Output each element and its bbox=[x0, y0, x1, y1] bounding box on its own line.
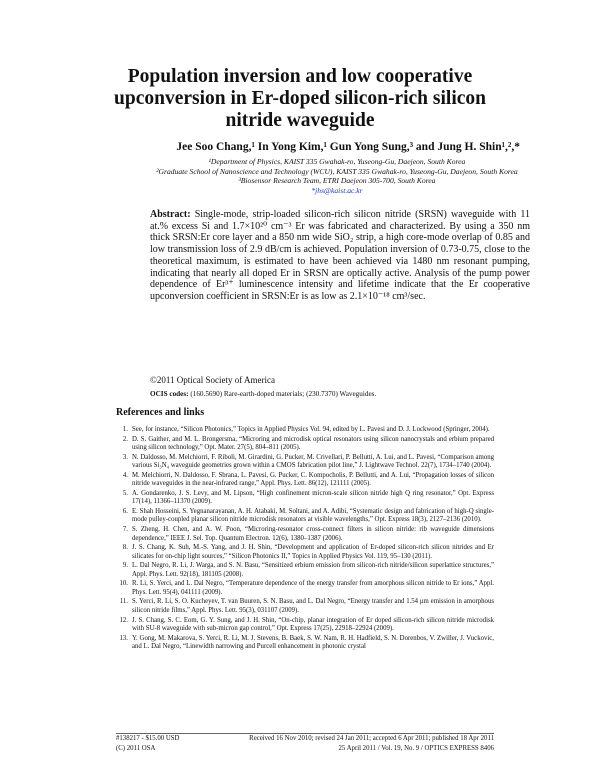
reference-item bbox=[116, 490, 494, 507]
ocis-text: (160.5690) Rare-earth-doped materials; (230.7370) Waveguides. bbox=[190, 390, 377, 398]
reference-text: Y. Gong, M. Makarova, S. Yerci, R. Li, M. J. Stevens, B. Baek, S. W. Nam, R. H. Hadfield, S. N. Dorenbos, V. Zwiller, J. Vuckovic, and L. Dal Negro, “Linewidth narrowing and Purcell enhancement in photonic crystal bbox=[132, 634, 494, 651]
reference-number: 9. bbox=[122, 562, 128, 570]
title-line: upconversion in Er-doped silicon-rich silicon bbox=[114, 88, 486, 109]
osa-copyright: (C) 2011 OSA bbox=[116, 745, 156, 752]
ocis-codes bbox=[150, 390, 376, 398]
copyright-notice: ©2011 Optical Society of America bbox=[150, 375, 275, 385]
reference-text: D. S. Gaither, and M. L. Brongersma, “Microring and microdisk optical resonators using silicon nanocrystals and erbium prepared using silicon technology,” Opt. Mater. 27(5), 804–811 (2005). bbox=[132, 435, 494, 452]
affiliation: ²Graduate School of Nanoscience and Technology (WCU), KAIST 335 Gwahak-ro, Yuseong-Gu, Daejeon, South Korea bbox=[156, 166, 518, 176]
journal-citation: 25 April 2011 / Vol. 19, No. 9 / OPTICS EXPRESS 8406 bbox=[338, 745, 494, 752]
reference-number: 10. bbox=[119, 580, 128, 588]
reference-text: A. Gondarenko, J. S. Levy, and M. Lipson, “High confinement micron-scale silicon nitride high Q ring resonator,” Opt. Express 17(14), 11366–11370 (2009). bbox=[132, 489, 494, 506]
reference-text: L. Dal Negro, R. Li, J. Warga, and S. N. Basu, “Sensitized erbium emission from silicon-rich nitride/silicon superlattice structures,” Appl. Phys. Lett. 92(18), 181105 (2008). bbox=[132, 562, 494, 578]
affiliation: ¹Department of Physics, KAIST 335 Gwahak-ro, Yuseong-Gu, Daejeon, South Korea bbox=[208, 157, 466, 166]
reference-number: 1. bbox=[122, 426, 128, 433]
reference-item bbox=[116, 472, 494, 489]
reference-item bbox=[116, 635, 494, 652]
reference-item bbox=[116, 544, 494, 561]
reference-text: S. Zheng, H. Chen, and A. W. Poon, “Microring-resonator cross-connect filters in silicon nitride: rib waveguide dimensions dependence,” IEEE J. Sel. Top. Quantum Electron. 12(6), 1380–1387 (2006). bbox=[132, 526, 494, 542]
reference-number: 13. bbox=[119, 634, 128, 642]
reference-item bbox=[116, 617, 494, 634]
title-line: Population inversion and low cooperative bbox=[127, 66, 473, 87]
reference-number: 2. bbox=[122, 435, 128, 443]
reference-text: See, for instance, “Silicon Photonics,” Topics in Applied Physics Vol. 94, edited by L. Pavesi and D. J. Lockwood (Springer, 2004). bbox=[132, 426, 490, 433]
reference-text: N. Daldosso, M. Melchiorri, F. Riboli, M. Girardini, G. Pucker, M. Crivellari, P. Bellutti, A. Lui, and L. Pavesi, “Comparison among various Si₃N₄ waveguide geometries grown within a CMOS fabrication pilot line,” J. Lightwave Technol. 22(7), 1734–1740 (2004). bbox=[132, 453, 494, 470]
reference-text: E. Shah Hosseini, S. Yegnanarayanan, A. H. Atabaki, M. Soltani, and A. Adibi, “Systematic design and fabrication of high-Q single-mode pulley-coupled planar silicon nitride microdisk resonators at visible wavelengths,” Opt. Express 18(3), 2127–2136 (2010). bbox=[132, 508, 494, 524]
reference-number: 3. bbox=[122, 453, 128, 461]
reference-number: 4. bbox=[122, 471, 128, 479]
abstract bbox=[150, 209, 530, 303]
reference-number: 6. bbox=[122, 508, 128, 516]
reference-text: R. Li, S. Yerci, and L. Dal Negro, “Temperature dependence of the energy transfer from amorphous silicon nitride to Er ions,” Appl. Phys. Lett. 95(4), 041111 (2009). bbox=[132, 580, 494, 596]
reference-number: 8. bbox=[122, 544, 128, 552]
reference-item bbox=[116, 598, 494, 615]
author-list: Jee Soo Chang,¹ In Yong Kim,¹ Gun Yong Sung,³ and Jung H. Shin¹,²,* bbox=[176, 141, 520, 153]
reference-text: M. Melchiorri, N. Daldosso, F. Sbrana, L. Pavesi, G. Pucker, C. Kompocholis, P. Bellutti, and A. Lui, “Propagation losses of silicon nitride waveguides in the near-infrared range,” Appl. Phys. Lett. 86(12), 121111 (2005). bbox=[132, 471, 494, 488]
reference-item bbox=[116, 580, 494, 597]
reference-item bbox=[116, 562, 494, 579]
email-link[interactable]: *jhs@kaist.ac.kr bbox=[311, 185, 363, 195]
affiliations bbox=[152, 157, 522, 195]
reference-text: S. Yerci, R. Li, S. O. Kucheyev, T. van Buuren, S. N. Basu, and L. Dal Negro, “Energy transfer and 1.54 μm emission in amorphous silicon nitride films,” Appl. Phys. Lett. 95(3), 031107 (2009). bbox=[132, 598, 494, 614]
manuscript-id: #138217 - $15.00 USD bbox=[116, 735, 180, 742]
reference-text: J. S. Chang, K. Suh, M.-S. Yang, and J. H. Shin, “Development and application of Er-doped silicon-rich silicon nitrides and Er silicates for on-chip light sources,” “Silicon Photonics II,” Topics in Applied Physics Vol. 119, 95–130 (2011). bbox=[132, 544, 494, 560]
reference-item bbox=[116, 436, 494, 453]
abstract-text: Single-mode, strip-loaded silicon-rich silicon nitride (SRSN) waveguide with 11 at.% excess Si and 1.7×10²⁰ cm⁻³ Er was fabricated and characterized. By using a 350 nm thick SRSN:Er core layer and a 850 nm wide SiO₂ strip, a high core-mode overlap of 0.85 and low transmission loss of 2.9 dB/cm is achieved. Population inversion of 0.73-0.75, close to the theoretical maximum, is estimated to have been achieved via 1480 nm resonant pumping, indicating that nearly all doped Er in SRSN are optically active. Analysis of the pump power dependence of Er³⁺ luminescence intensity and lifetime indicate that the Er cooperative upconversion coefficient in SRSN:Er is as low as 2.1×10⁻¹⁸ cm³/sec. bbox=[150, 209, 531, 302]
title-line: nitride waveguide bbox=[225, 110, 375, 131]
history-dates: Received 16 Nov 2010; revised 24 Jan 2011; accepted 6 Apr 2011; published 18 Apr 2011 bbox=[249, 735, 494, 742]
affiliation: ³Biosensor Research Team, ETRI Daejeon 305-700, South Korea bbox=[238, 176, 436, 186]
abstract-label: Abstract: bbox=[150, 209, 191, 220]
reference-number: 12. bbox=[119, 616, 128, 624]
ocis-label: OCIS codes: bbox=[150, 390, 189, 398]
reference-item bbox=[116, 454, 494, 471]
reference-number: 11. bbox=[119, 598, 128, 606]
reference-text: J. S. Chang, S. C. Eom, G. Y. Sung, and J. H. Shin, “On-chip, planar integration of Er doped silicon-rich silicon nitride microdisk with SU-8 waveguide with sub-micron gap control,” Opt. Express 17(25), 22918–22924 (2009). bbox=[132, 616, 494, 633]
reference-number: 7. bbox=[122, 526, 128, 534]
footer-divider bbox=[116, 733, 494, 734]
reference-item bbox=[116, 526, 494, 543]
reference-number: 5. bbox=[122, 489, 128, 497]
paper-title bbox=[90, 66, 510, 132]
reference-list bbox=[116, 426, 494, 653]
reference-item bbox=[116, 508, 494, 525]
references-heading: References and links bbox=[116, 407, 205, 418]
reference-item bbox=[116, 426, 494, 434]
